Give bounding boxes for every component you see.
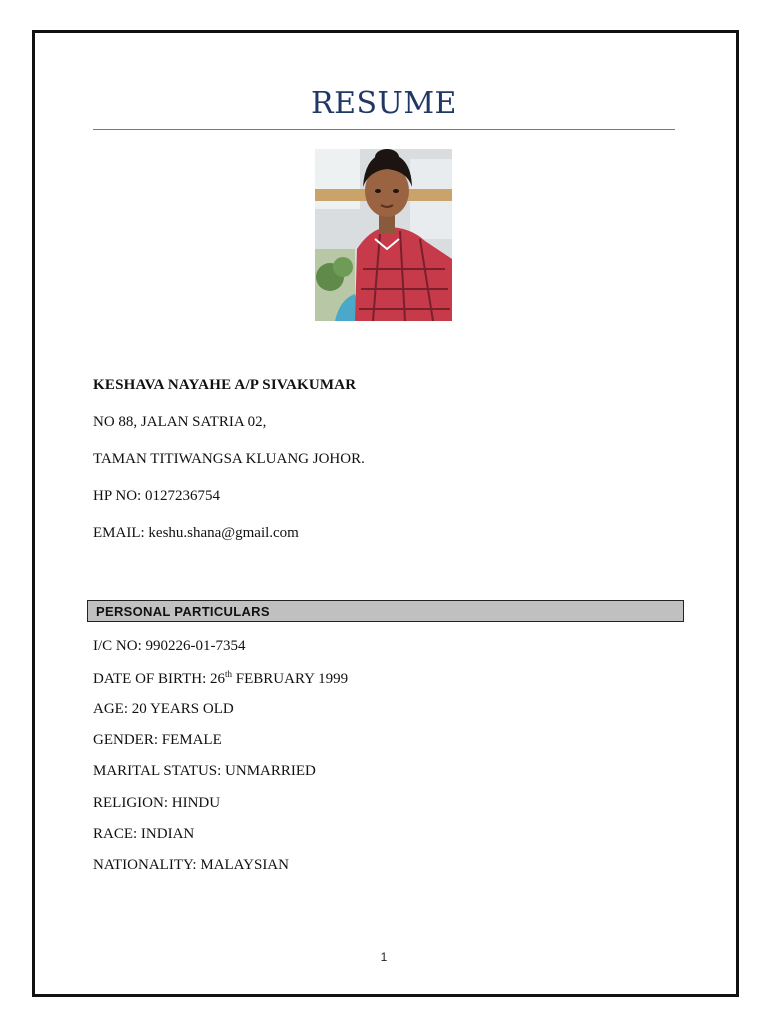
phone-number: HP NO: 0127236754 [93, 488, 220, 504]
ic-number: I/C NO: 990226-01-7354 [93, 638, 246, 654]
section-heading-personal-particulars [87, 600, 684, 622]
page-number: 1 [380, 950, 388, 964]
gender: GENDER: FEMALE [93, 732, 222, 748]
title-divider [93, 129, 675, 130]
race: RACE: INDIAN [93, 826, 195, 842]
address-line-2: TAMAN TITIWANGSA KLUANG JOHOR. [93, 451, 365, 467]
portrait-photo [315, 149, 452, 321]
email-address: EMAIL: keshu.shana@gmail.com [93, 525, 299, 541]
candidate-name: KESHAVA NAYAHE A/P SIVAKUMAR [93, 377, 357, 393]
religion: RELIGION: HINDU [93, 795, 221, 811]
portrait-photo-icon [315, 149, 452, 321]
dob-ordinal-suffix: th [225, 669, 233, 679]
dob-month-year: FEBRUARY 1999 [232, 671, 349, 687]
date-of-birth [93, 669, 348, 688]
section-heading-label: PERSONAL PARTICULARS [96, 604, 270, 619]
marital-status: MARITAL STATUS: UNMARRIED [93, 763, 316, 779]
address-line-1: NO 88, JALAN SATRIA 02, [93, 414, 267, 430]
dob-prefix: DATE OF BIRTH: 26 [93, 671, 226, 687]
nationality: NATIONALITY: MALAYSIAN [93, 857, 289, 873]
page-title: RESUME [311, 86, 457, 121]
age: AGE: 20 YEARS OLD [93, 701, 234, 717]
